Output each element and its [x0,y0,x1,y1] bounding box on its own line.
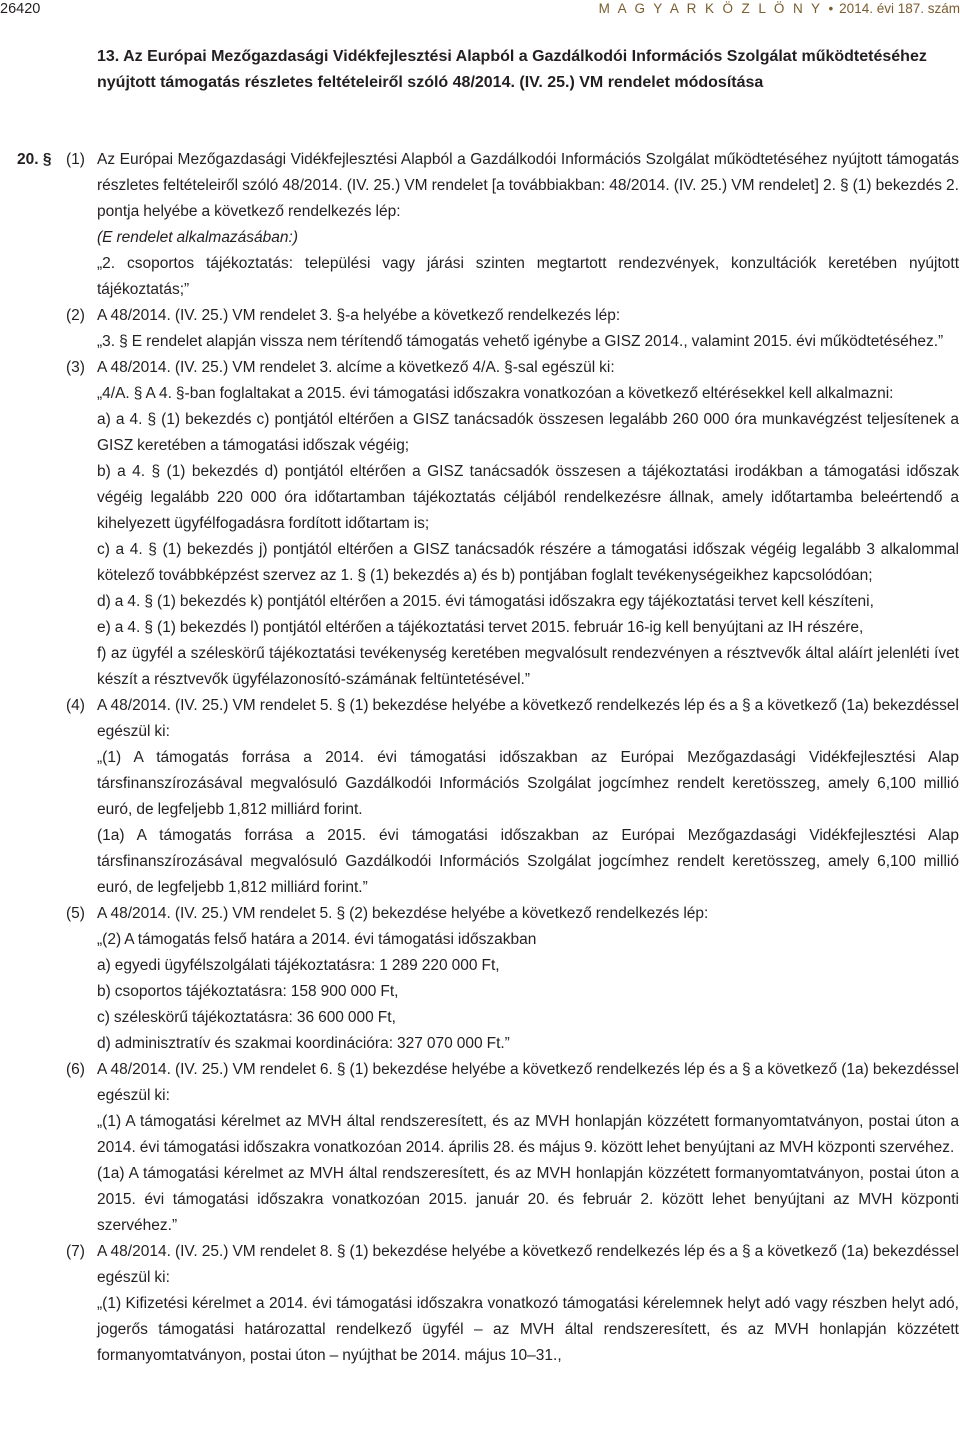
item-paragraph: „(1) A támogatási kérelmet az MVH által rendszeresített, és az MVH honlapján közzétett formanyomtatványon, postai úton a 2014. évi támogatási időszakra vonatkozóan 2014. április 28. és május 9. között lehet benyújtani az MVH központi szervéhez. [97,1113,959,1156]
item-paragraph: e) a 4. § (1) bekezdés l) pontjától eltérően a tájékoztatási tervet 2015. február 16-ig kell benyújtani az IH részére, [97,619,864,636]
item-number: (7) [66,1243,85,1260]
item-paragraph: f) az ügyfél a széleskörű tájékoztatási tevékenység keretében megvalósult rendezvényen a résztvevők által aláírt jelenléti ívet készít a résztvevők ügyfélazonosító-számának feltüntetésével.” [97,645,959,688]
amendment-item [0,901,959,1057]
item-paragraph: d) a 4. § (1) bekezdés k) pontjától eltérően a 2015. évi támogatási időszakra egy tájékoztatási tervet kell készíteni, [97,593,874,610]
item-paragraph: A 48/2014. (IV. 25.) VM rendelet 5. § (2) bekezdése helyébe a következő rendelkezés lép: [97,905,709,922]
item-paragraph: b) a 4. § (1) bekezdés d) pontjától eltérően a GISZ tanácsadók összesen a tájékoztatási irodákban a támogatási időszak végéig legalább 220 000 óra időtartamban tájékoztatás céljából rendelkezésre állnak, amely időtartamba beleértendő a kihelyezett ügyfélfogadásra fordított időtartam is; [97,463,959,532]
item-number: (1) [66,151,85,168]
item-number: (5) [66,905,85,922]
page-number: 26420 [0,1,41,17]
item-paragraph: a) a 4. § (1) bekezdés c) pontjától eltérően a GISZ tanácsadók összesen legalább 260 000 óra munkavégzést teljesítenek a GISZ keretében a támogatási időszak végéig; [97,411,959,454]
section-items [0,147,960,1369]
item-paragraph: a) egyedi ügyfélszolgálati tájékoztatásra: 1 289 220 000 Ft, [97,957,500,974]
item-paragraph: (E rendelet alkalmazásában:) [97,229,299,246]
item-paragraph: A 48/2014. (IV. 25.) VM rendelet 8. § (1) bekezdése helyébe a következő rendelkezés lép és a § a következő (1a) bekezdéssel egészül ki: [97,1243,959,1286]
item-number: (2) [66,307,85,324]
page-header [0,0,960,22]
item-paragraph: c) széleskörű tájékoztatásra: 36 600 000 Ft, [97,1009,396,1026]
amendment-item [0,303,959,355]
amendment-item [0,355,959,693]
item-paragraph: A 48/2014. (IV. 25.) VM rendelet 5. § (1) bekezdése helyébe a következő rendelkezés lép és a § a következő (1a) bekezdéssel egészül ki: [97,697,959,740]
item-paragraph: „2. csoportos tájékoztatás: települési vagy járási szinten megtartott rendezvények, konzultációk keretében nyújtott tájékoztatás;” [97,255,959,298]
decree-title: 13. Az Európai Mezőgazdasági Vidékfejlesztési Alapból a Gazdálkodói Információs Szolgálat működtetéséhez nyújtott támogatás részletes feltételeiről szóló 48/2014. (IV. 25.) VM rendelet módosítása [97,48,927,91]
item-paragraph: b) csoportos tájékoztatásra: 158 900 000 Ft, [97,983,399,1000]
section-number: 20. § [17,151,52,168]
item-paragraph: A 48/2014. (IV. 25.) VM rendelet 3. alcíme a következő 4/A. §-sal egészül ki: [97,359,615,376]
header-bullet: • [828,1,834,16]
journal-masthead [599,0,960,18]
item-paragraph: „(1) A támogatás forrása a 2014. évi támogatási időszakban az Európai Mezőgazdasági Vidékfejlesztési Alap társfinanszírozásával megvalósuló Gazdálkodói Információs Szolgálat jogcímhez rendelt keretösszeg, amely 6,100 millió euró, de legfeljebb 1,812 milliárd forint. [97,749,959,818]
item-paragraph: c) a 4. § (1) bekezdés j) pontjától eltérően a GISZ tanácsadók részére a támogatási időszak végéig legalább 3 alkalommal kötelező továbbképzést szervez az 1. § (1) bekezdés a) és b) pontjában foglalt tevékenységeikhez kapcsolódóan; [97,541,959,584]
item-paragraph: d) adminisztratív és szakmai koordinációra: 327 070 000 Ft.” [97,1035,510,1052]
item-paragraph: A 48/2014. (IV. 25.) VM rendelet 6. § (1) bekezdése helyébe a következő rendelkezés lép és a § a következő (1a) bekezdéssel egészül ki: [97,1061,959,1104]
issue-number: 2014. évi 187. szám [839,1,960,16]
amendment-item [0,693,959,901]
amendment-item [0,1239,959,1369]
journal-name: M A G Y A R K Ö Z L Ö N Y [598,1,823,16]
item-number: (4) [66,697,85,714]
item-paragraph: Az Európai Mezőgazdasági Vidékfejlesztési Alapból a Gazdálkodói Információs Szolgálat működtetéséhez nyújtott támogatás részletes feltételeiről szóló 48/2014. (IV. 25.) VM rendelet [a továbbiakban: 48/2014. (IV. 25.) VM rendelet] 2. § (1) bekezdés 2. pontja helyébe a következő rendelkezés lép: [97,151,959,220]
item-paragraph: (1a) A támogatási kérelmet az MVH által rendszeresített, és az MVH honlapján közzétett formanyomtatványon, postai úton a 2015. évi támogatási időszakra vonatkozóan 2015. január 20. és február 2. között lehet benyújtani az MVH központi szervéhez.” [97,1165,959,1234]
amendment-item [0,147,959,303]
amendment-item [0,1057,959,1239]
item-paragraph: (1a) A támogatás forrása a 2015. évi támogatási időszakban az Európai Mezőgazdasági Vidékfejlesztési Alap társfinanszírozásával megvalósuló Gazdálkodói Információs Szolgálat jogcímhez rendelt keretösszeg, amely 6,100 millió euró, de legfeljebb 1,812 milliárd forint.” [97,827,959,896]
item-paragraph: „(2) A támogatás felső határa a 2014. évi támogatási időszakban [97,931,537,948]
item-number: (3) [66,359,85,376]
item-paragraph: „3. § E rendelet alapján vissza nem térítendő támogatás vehető igénybe a GISZ 2014., valamint 2015. évi működtetéséhez.” [97,333,944,350]
item-paragraph: „4/A. § A 4. §-ban foglaltakat a 2015. évi támogatási időszakra vonatkozóan a következő eltérésekkel kell alkalmazni: [97,385,894,402]
item-paragraph: „(1) Kifizetési kérelmet a 2014. évi támogatási időszakra vonatkozó támogatási kérelemnek helyt adó vagy részben helyt adó, jogerős támogatási határozattal rendelkező ügyfél – az MVH által rendszeresített, és az MVH honlapján közzétett formanyomtatványon, postai úton – nyújthat be 2014. május 10–31., [97,1295,959,1364]
item-number: (6) [66,1061,85,1078]
item-paragraph: A 48/2014. (IV. 25.) VM rendelet 3. §-a helyébe a következő rendelkezés lép: [97,307,621,324]
